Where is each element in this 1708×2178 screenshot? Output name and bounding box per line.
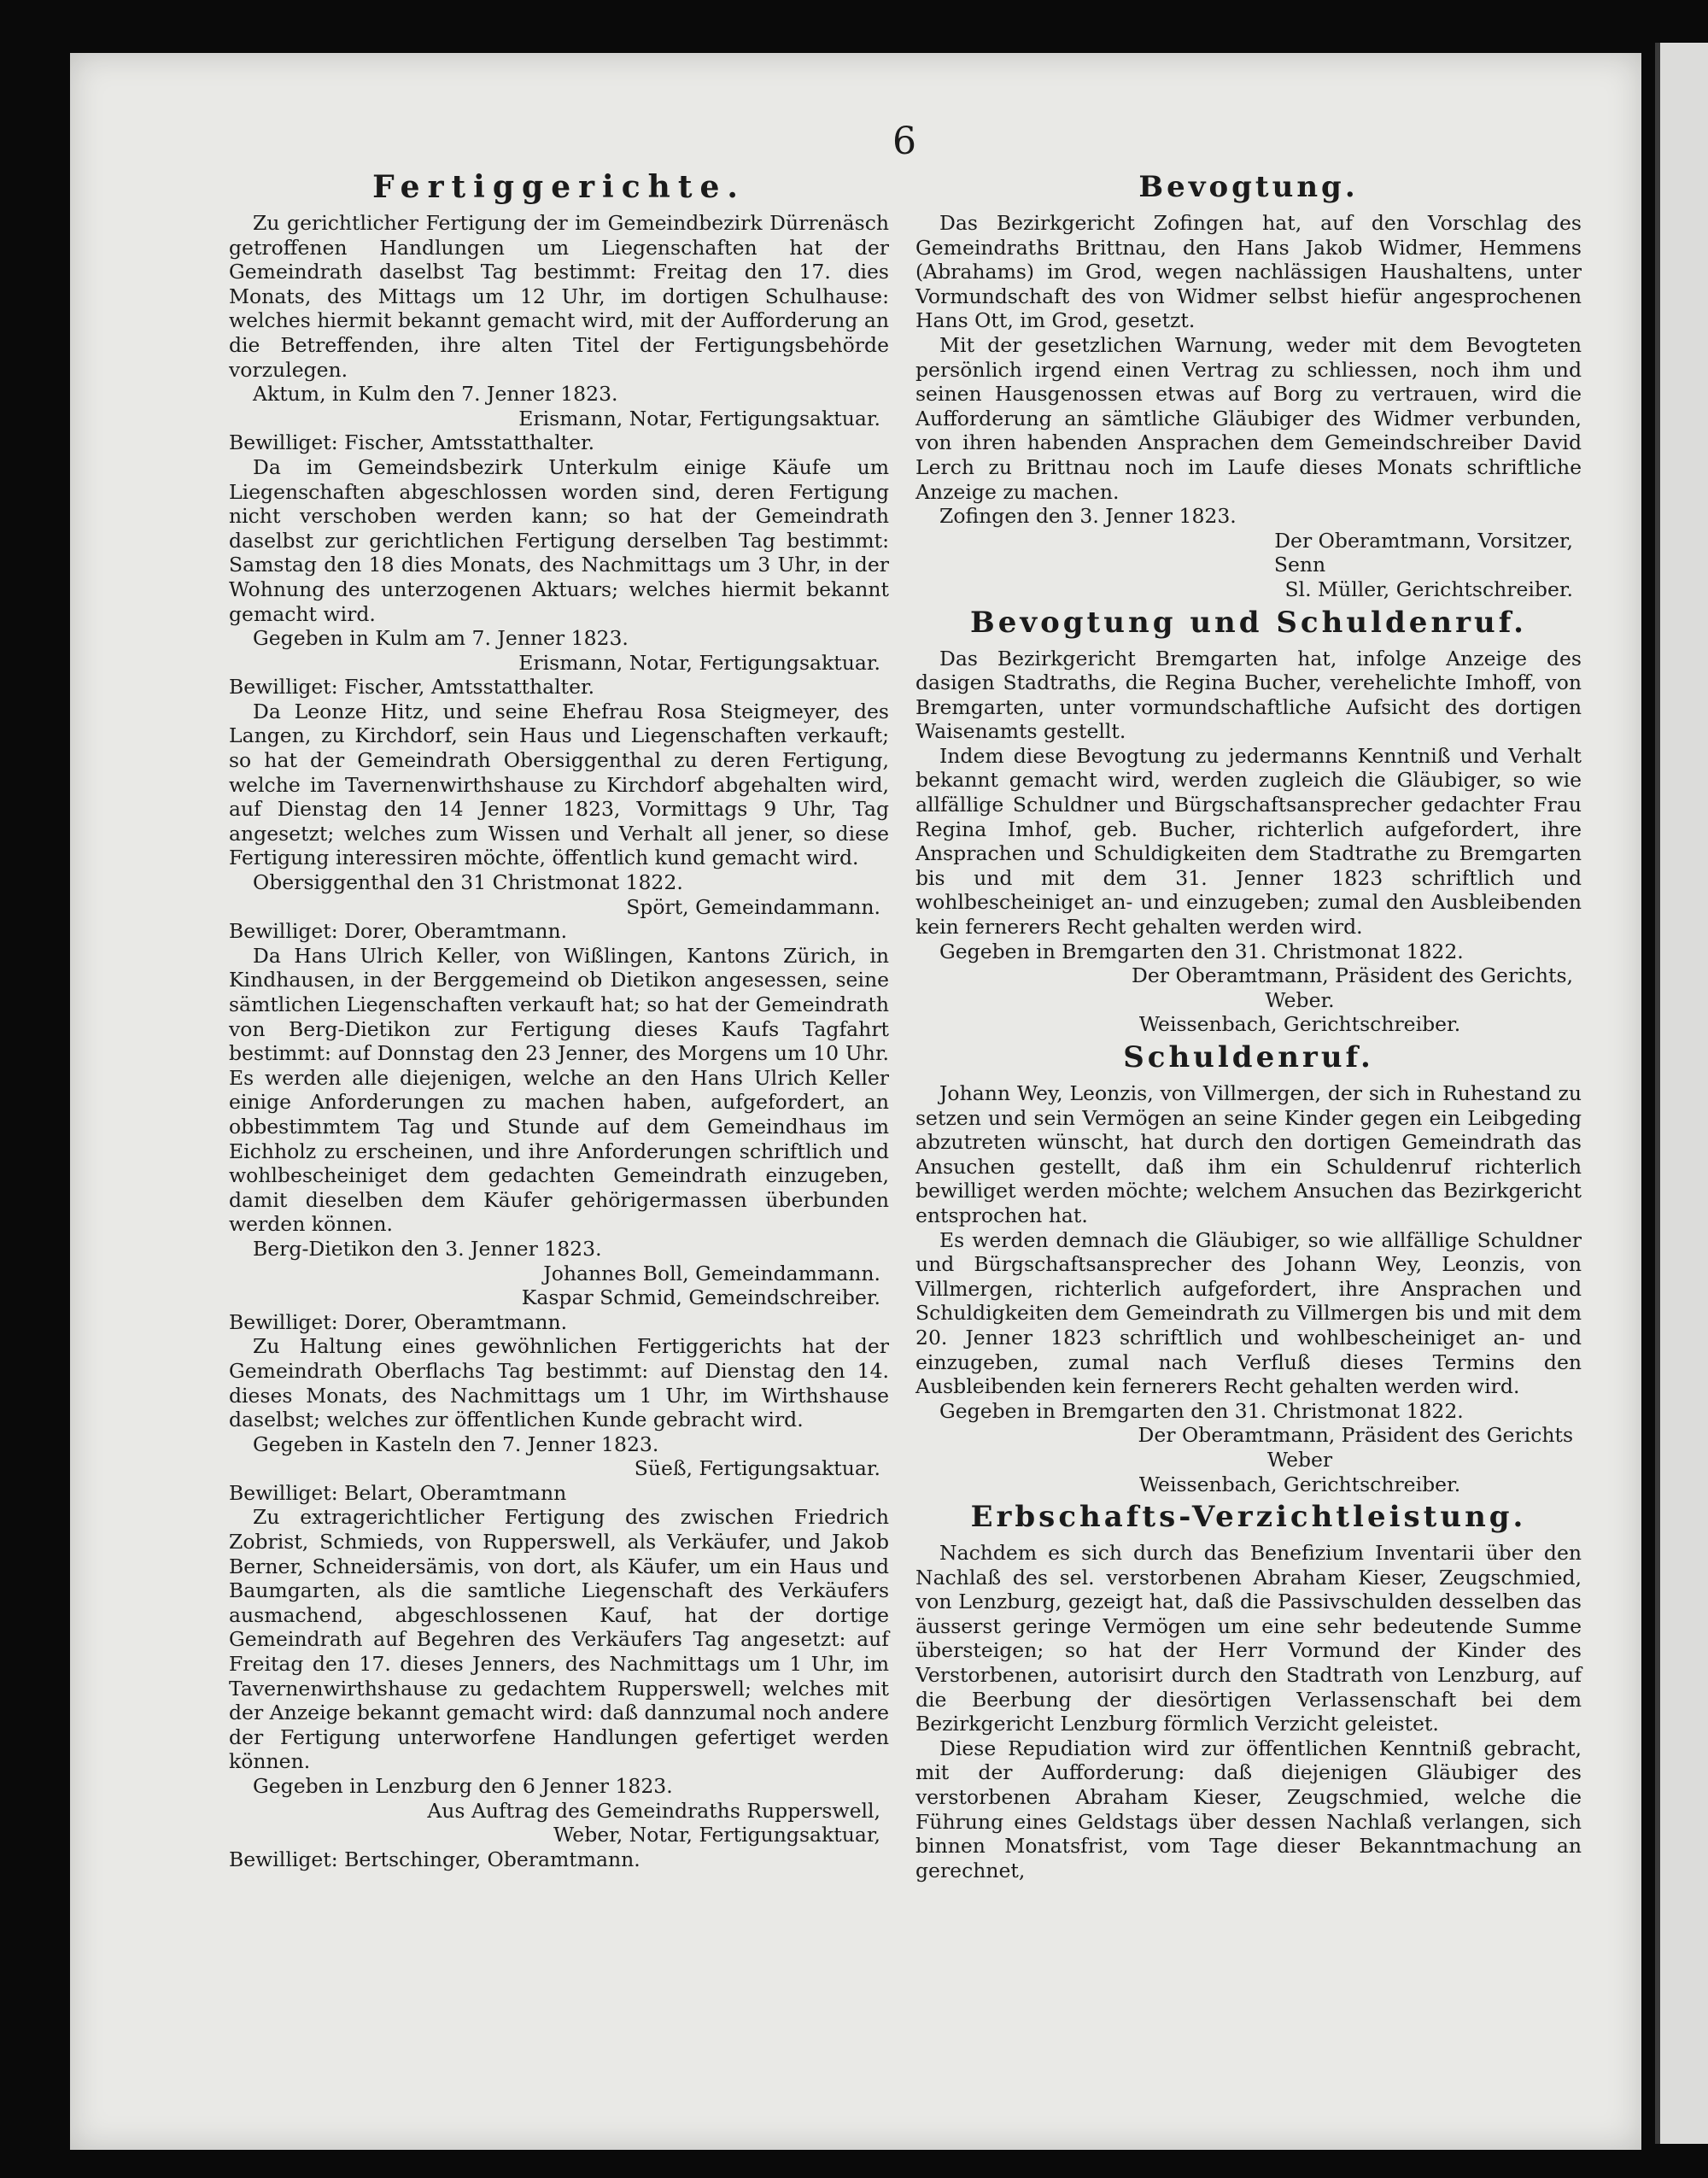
notice-place-date: Gegeben in Bremgarten den 31. Christmonat 1822. bbox=[939, 939, 1464, 963]
heading-bevogtung-schuldenruf: Bevogtung und Schuldenruf. bbox=[969, 605, 1527, 640]
notice-oberflachs: Zu Haltung eines gewöhnlichen Fertiggerichts hat der Gemeindrath Oberflachs Tag bestimmt: auf Dienstag den 14. dieses Monats, des Nachmittags um 1 Uhr, im Wirthshause daselbst; welches zur öffentlichen Kunde gebracht wird. bbox=[229, 1334, 889, 1432]
notice-signature: Süeß, Fertigungsaktuar. bbox=[634, 1456, 880, 1481]
page-number: 6 bbox=[892, 120, 916, 163]
notice-signature: Kaspar Schmid, Gemeindschreiber. bbox=[521, 1285, 880, 1310]
notice-approval: Bewilliget: Dorer, Oberamtmann. bbox=[229, 1309, 568, 1334]
notice-place-date: Obersiggenthal den 31 Christmonat 1822. bbox=[253, 870, 683, 895]
next-page-edge bbox=[1655, 43, 1708, 2144]
notice-villmergen-2: Es werden demnach die Gläubiger, so wie allfällige Schuldner und Bürgschaftsansprecher des Johann Wey, Leonzis, von Villmergen, richterlich aufgefordert, ihre Ansprachen und Schuldigkeiten dem Gemeindrath zu Villmergen bis und mit dem 20. Jenner 1823 schriftlich und wohlbescheiniget an- und einzugeben, zumal nach Verfluß dieses Termins den Ausbleibenden kein fernerers Recht gehalten werden wird. bbox=[915, 1227, 1582, 1399]
notice-signature: Spört, Gemeindammann. bbox=[626, 894, 880, 919]
notice-place-date: Gegeben in Kulm am 7. Jenner 1823. bbox=[253, 626, 629, 651]
notice-place-date: Berg-Dietikon den 3. Jenner 1823. bbox=[253, 1236, 602, 1261]
heading-fertiggerichte: Fertiggerichte. bbox=[372, 169, 746, 205]
heading-erbschafts-verzichtleistung: Erbschafts-Verzichtleistung. bbox=[970, 1500, 1527, 1535]
notice-approval: Bewilliget: Fischer, Amtsstatthalter. bbox=[229, 675, 595, 700]
notice-signature: Der Oberamtmann, Präsident des Gerichts, bbox=[1132, 963, 1573, 988]
notice-approval: Bewilliget: Dorer, Oberamtmann. bbox=[229, 919, 568, 944]
notice-place-date: Gegeben in Lenzburg den 6 Jenner 1823. bbox=[253, 1774, 673, 1798]
notice-bremgarten-2: Indem diese Bevogtung zu jedermanns Kenntniß und Verhalt bekannt gemacht wird, werden zugleich die Gläubiger, so wie allfällige Schuldner und Bürgschaftsansprecher gedachter Frau Regina Imhof, geb. Bucher, richterlich aufgefordert, ihre Ansprachen und Schuldigkeiten dem Stadtrathe zu Bremgarten bis und mit dem 31. Jenner 1823 schriftlich und wohlbescheiniget an- und einzugeben; zumal den Ausbleibenden kein fernerers Recht gehalten werden wird. bbox=[915, 743, 1582, 940]
notice-lenzburg-2: Diese Repudiation wird zur öffentlichen Kenntniß gebracht, mit der Aufforderung: daß diejenigen Gläubiger des verstorbenen Abraham Kieser, Zeugschmied, welche die Führung eines Geldstags über dessen Nachlaß verlangen, sich binnen Monatsfrist, vom Tage dieser Bekanntmachung an gerechnet, bbox=[915, 1736, 1582, 1882]
notice-berg-dietikon: Da Hans Ulrich Keller, von Wißlingen, Kantons Zürich, in Kindhausen, in der Berggemeind ob Dietikon angesessen, seine sämtlichen Liegenschaften verkauft hat; so hat der Gemeindrath von Berg-Dietikon zur Fertigung dieses Kaufs Tagfahrt bestimmt: auf Donnstag den 23 Jenner, des Morgens um 10 Uhr. Es werden alle diejenigen, welche an den Hans Ulrich Keller einige Anforderungen zu machen haben, aufgefordert, an obbestimmtem Tag und Stunde auf dem Gemeindhaus im Eichholz zu erscheinen, und ihre Anforderungen schriftlich und wohlbescheiniget dem gedachten Gemeindrath einzugeben, damit dieselben dem Käufer gehörigermassen überbunden werden können. bbox=[229, 943, 889, 1237]
notice-villmergen-1: Johann Wey, Leonzis, von Villmergen, der sich in Ruhestand zu setzen und sein Vermögen an seine Kinder gegen ein Leibgeding abzutreten wünscht, hat durch den dortigen Gemeindrath das Ansuchen gestellt, daß ihm ein Schuldenruf richterlich bewilliget werden möchte; welchem Ansuchen das Bezirkgericht entsprochen hat. bbox=[915, 1081, 1582, 1227]
notice-signature: Weber, Notar, Fertigungsaktuar, bbox=[553, 1823, 880, 1847]
notice-signature: Weber bbox=[1266, 1447, 1333, 1472]
notice-place-date: Gegeben in Kasteln den 7. Jenner 1823. bbox=[253, 1432, 659, 1456]
notice-zofingen-2: Mit der gesetzlichen Warnung, weder mit dem Bevogteten persönlich irgend einen Vertrag zu schliessen, noch ihm und seinen Hausgenossen etwas auf Borg zu vertrauen, wird die Aufforderung an sämtliche Gläubiger des Widmer verbunden, von ihren habenden Ansprachen dem Gemeindschreiber David Lerch zu Brittnau noch im Laufe dieses Monats schriftliche Anzeige zu machen. bbox=[915, 332, 1582, 504]
notice-approval: Bewilliget: Fischer, Amtsstatthalter. bbox=[229, 430, 595, 455]
notice-place-date: Gegeben in Bremgarten den 31. Christmonat 1822. bbox=[939, 1398, 1464, 1423]
notice-signature: Weber. bbox=[1265, 987, 1335, 1012]
notice-signature: Weissenbach, Gerichtschreiber. bbox=[1138, 1012, 1461, 1037]
notice-signature: Der Oberamtmann, Vorsitzer, bbox=[1274, 528, 1573, 553]
notice-unterkulm: Da im Gemeindsbezirk Unterkulm einige Käufe um Liegenschaften abgeschlossen worden sind, deren Fertigung nicht verschoben werden kann; so hat der Gemeindrath daselbst zur gerichtlichen Fertigung derselben Tag bestimmt: Samstag den 18 dies Monats, des Nachmittags um 3 Uhr, in der Wohnung des unterzogenen Aktuars; welches hiermit bekannt gemacht wird. bbox=[229, 454, 889, 626]
notice-signature: Aus Auftrag des Gemeindraths Rupperswell, bbox=[427, 1798, 880, 1823]
notice-duerrenaesch: Zu gerichtlicher Fertigung der im Gemeindbezirk Dürrenäsch getroffenen Handlungen um Liegenschaften hat der Gemeindrath daselbst Tag bestimmt: Freitag den 17. dies Monats, des Mittags um 12 Uhr, im dortigen Schulhause: welches hiermit bekannt gemacht wird, mit der Aufforderung an die Betreffenden, ihre alten Titel der Fertigungsbehörde vorzulegen. bbox=[229, 211, 889, 382]
notice-kirchdorf: Da Leonze Hitz, und seine Ehefrau Rosa Steigmeyer, des Langen, zu Kirchdorf, sein Haus und Liegenschaften verkauft; so hat der Gemeindrath Obersiggenthal zu deren Fertigung, welche im Tavernenwirthshause zu Kirchdorf abgehalten wird, auf Dienstag den 14 Jenner 1823, Vormittags 9 Uhr, Tag angesetzt; welches zum Wissen und Verhalt all jener, so diese Fertigung interessiren möchte, öffentlich kund gemacht wird. bbox=[229, 699, 889, 870]
notice-signature: Sl. Müller, Gerichtschreiber. bbox=[1284, 577, 1573, 601]
notice-signature: Erismann, Notar, Fertigungsaktuar. bbox=[518, 650, 880, 675]
notice-place-date: Aktum, in Kulm den 7. Jenner 1823. bbox=[253, 382, 618, 407]
notice-signature: Der Oberamtmann, Präsident des Gerichts bbox=[1138, 1423, 1573, 1448]
heading-schuldenruf: Schuldenruf. bbox=[1123, 1040, 1374, 1074]
heading-bevogtung: Bevogtung. bbox=[1138, 170, 1359, 204]
notice-signature: Erismann, Notar, Fertigungsaktuar. bbox=[518, 406, 880, 430]
notice-approval: Bewilliget: Belart, Oberamtmann bbox=[229, 1480, 567, 1505]
notice-zofingen-1: Das Bezirkgericht Zofingen hat, auf den Vorschlag des Gemeindraths Brittnau, den Hans Jakob Widmer, Hemmens (Abrahams) im Grod, wegen nachlässigen Haushaltens, unter Vormundschaft des von Widmer selbst hiefür angesprochenen Hans Ott, im Grod, gesetzt. bbox=[915, 211, 1582, 333]
notice-signature: Senn bbox=[1273, 553, 1326, 577]
notice-approval: Bewilliget: Bertschinger, Oberamtmann. bbox=[229, 1847, 640, 1871]
notice-bremgarten-1: Das Bezirkgericht Bremgarten hat, infolge Anzeige des dasigen Stadtraths, die Regina Bucher, verehelichte Imhoff, von Bremgarten, unter vormundschaftliche Aufsicht des dortigen Waisenamts gestellt. bbox=[915, 646, 1582, 744]
left-column bbox=[229, 167, 889, 1871]
notice-signature: Johannes Boll, Gemeindammann. bbox=[543, 1261, 880, 1285]
notice-lenzburg-1: Nachdem es sich durch das Benefizium Inventarii über den Nachlaß des sel. verstorbenen Abraham Kieser, Zeugschmied, von Lenzburg, gezeigt hat, daß die Passivschulden desselben das äusserst geringe Vermögen um eine sehr bedeutende Summe übersteigen; so hat der Herr Vormund der Kinder des Verstorbenen, autorisirt durch den Stadtrath von Lenzburg, auf die Beerbung der diesörtigen Verlassenschaft bei dem Bezirkgericht Lenzburg förmlich Verzicht geleistet. bbox=[915, 1541, 1582, 1736]
right-column bbox=[915, 167, 1582, 1882]
notice-rupperswell: Zu extragerichtlicher Fertigung des zwischen Friedrich Zobrist, Schmieds, von Rupperswell, als Verkäufer, und Jakob Berner, Schneidersämis, von dort, als Käufer, um ein Haus und Baumgarten, als die samtliche Liegenschaft des Verkäufers ausmachend, abgeschlossenen Kauf, hat der dortige Gemeindrath auf Begehren des Verkäufers Tag angesetzt: auf Freitag den 17. dieses Jenners, des Nachmittags um 1 Uhr, im Tavernenwirthshause zu gedachtem Rupperswell; welches mit der Anzeige bekannt gemacht wird: daß dannzumal noch andere der Fertigung unterworfene Handlungen gefertiget werden können. bbox=[229, 1505, 889, 1774]
notice-signature: Weissenbach, Gerichtschreiber. bbox=[1138, 1472, 1461, 1496]
notice-place-date: Zofingen den 3. Jenner 1823. bbox=[939, 504, 1237, 529]
